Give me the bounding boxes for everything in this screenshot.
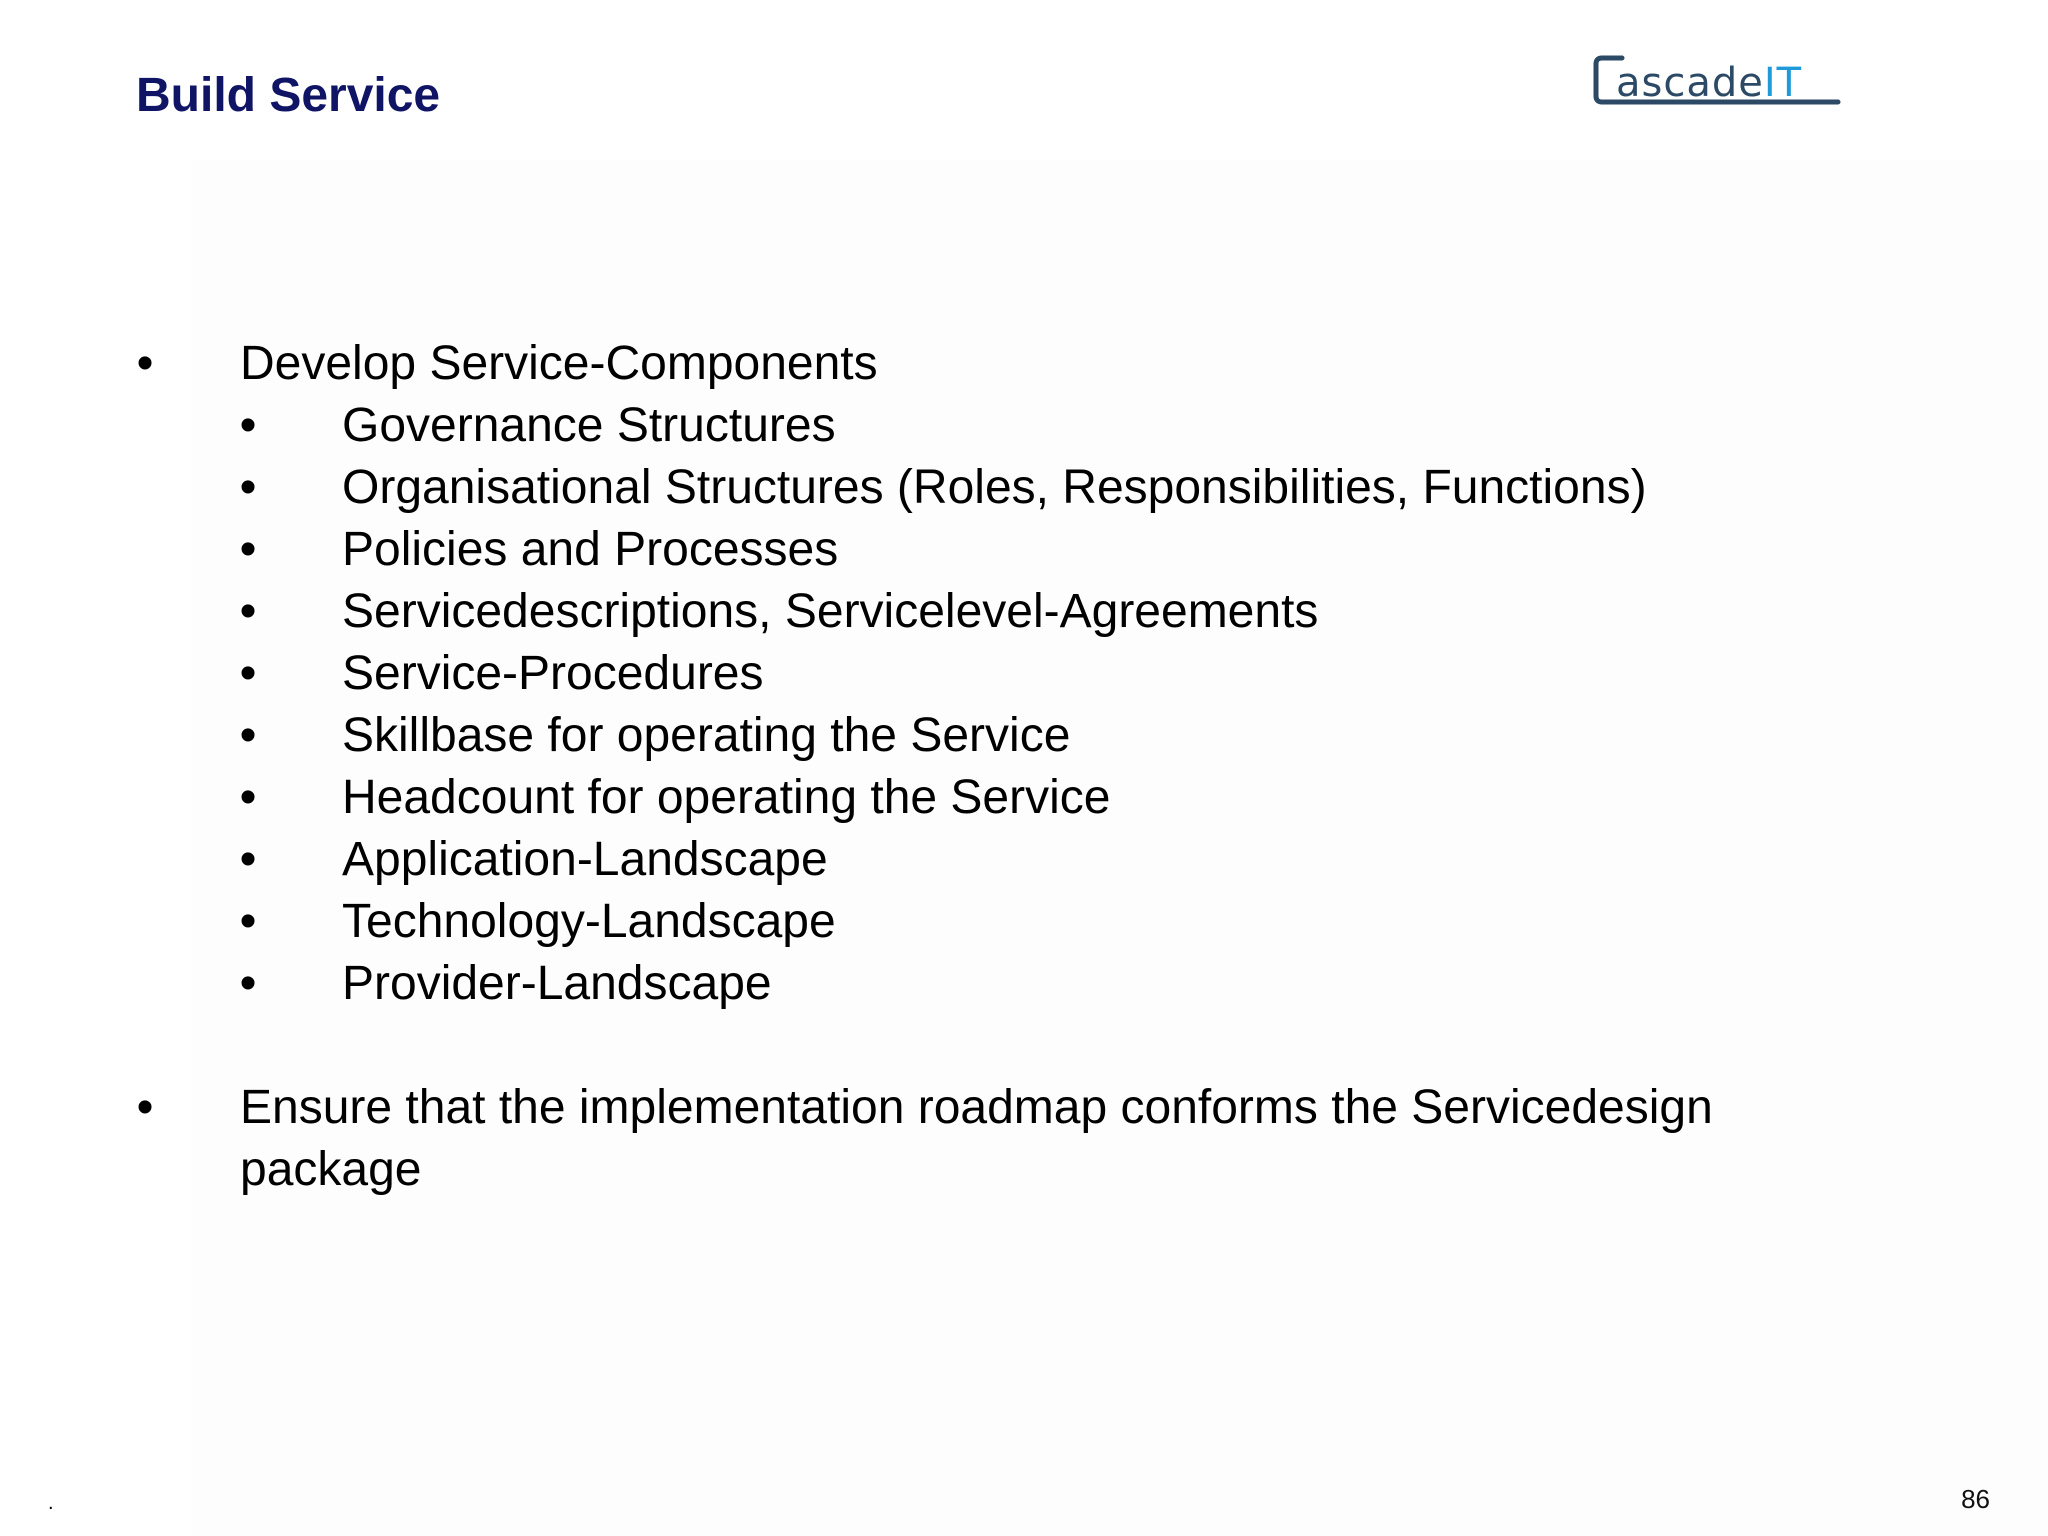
bullet-text: Ensure that the implementation roadmap conforms the Servicedesign package [240, 1081, 1713, 1196]
sub-bullet-text: Skillbase for operating the Service [342, 709, 1071, 762]
bullet-marker: • [239, 523, 257, 576]
cascade-it-logo [1592, 52, 1842, 118]
bullet-marker: • [239, 895, 257, 948]
bullet-marker: • [239, 709, 257, 762]
sub-bullet-text: Provider-Landscape [342, 957, 772, 1010]
bullet-marker: • [136, 337, 154, 390]
logo-text [1616, 60, 1802, 106]
logo-word: ascade [1616, 60, 1764, 106]
bullet-marker: • [239, 585, 257, 638]
bullet-marker: • [239, 399, 257, 452]
bullet-marker: • [136, 1081, 154, 1134]
page-number: 86 [1961, 1484, 1990, 1514]
bullet-marker: • [239, 957, 257, 1010]
sub-bullet-text: Organisational Structures (Roles, Responsibilities, Functions) [342, 461, 1647, 514]
bullet-marker: • [239, 461, 257, 514]
logo-it: IT [1763, 60, 1803, 106]
slide-title: Build Service [136, 69, 441, 122]
sub-bullet-text: Policies and Processes [342, 523, 839, 576]
sub-bullet-text: Service-Procedures [342, 647, 764, 700]
sub-bullet-text: Headcount for operating the Service [342, 771, 1111, 824]
footer-mark: . [48, 1492, 54, 1514]
bullet-marker: • [239, 833, 257, 886]
sub-bullet-text: Application-Landscape [342, 833, 828, 886]
sub-bullet-text: Governance Structures [342, 399, 836, 452]
bullet-text: Develop Service-Components [240, 337, 878, 390]
sub-bullet-text: Technology-Landscape [342, 895, 836, 948]
sub-bullet-text: Servicedescriptions, Servicelevel-Agreements [342, 585, 1319, 638]
bullet-marker: • [239, 771, 257, 824]
bullet-marker: • [239, 647, 257, 700]
